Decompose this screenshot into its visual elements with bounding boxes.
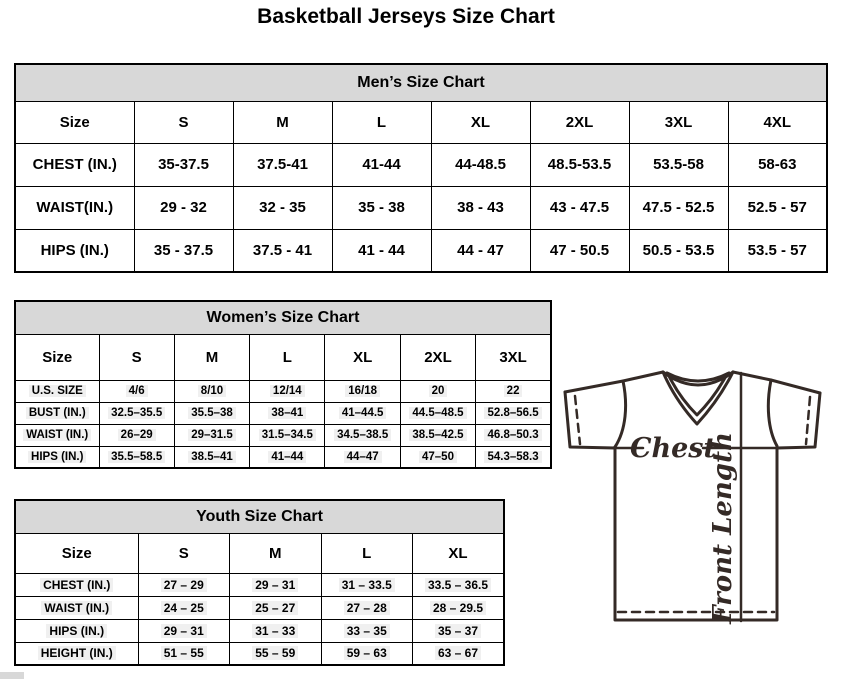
size-header-cell: Size [15, 533, 138, 573]
measurement-cell: 44.5–48.5 [400, 402, 475, 424]
measurement-row [15, 619, 504, 642]
size-header-cell: Size [15, 334, 99, 380]
measurement-cell: 33 – 35 [321, 619, 413, 642]
measurement-cell: 41–44.5 [325, 402, 400, 424]
measurement-cell: CHEST (IN.) [15, 573, 138, 596]
page-title: Basketball Jerseys Size Chart [257, 5, 555, 28]
table-title: Youth Size Chart [15, 500, 504, 533]
measurement-cell: 16/18 [325, 380, 400, 402]
measurement-cell: 48.5-53.5 [530, 143, 629, 186]
measurement-cell: 35.5–58.5 [99, 446, 174, 468]
jersey-shoulder-left [565, 372, 663, 392]
measurement-cell: 47 - 50.5 [530, 229, 629, 272]
measurement-cell: 20 [400, 380, 475, 402]
measurement-cell: 63 – 67 [413, 642, 505, 665]
measurement-cell: 44-48.5 [431, 143, 530, 186]
table-title-row [15, 500, 504, 533]
size-header-cell: M [230, 533, 322, 573]
measurement-cell: 37.5 - 41 [233, 229, 332, 272]
measurement-cell: WAIST (IN.) [15, 424, 99, 446]
youth-size-table [14, 499, 505, 666]
measurement-cell: 41-44 [332, 143, 431, 186]
measurement-cell: 22 [476, 380, 551, 402]
measurement-cell: 53.5 - 57 [728, 229, 827, 272]
measurement-cell: 47–50 [400, 446, 475, 468]
size-header-row [15, 533, 504, 573]
sleeve-hem-dash-right [806, 397, 810, 444]
measurement-cell: HEIGHT (IN.) [15, 642, 138, 665]
measurement-cell: 35-37.5 [134, 143, 233, 186]
size-header-cell: L [332, 101, 431, 143]
measurement-cell: 43 - 47.5 [530, 186, 629, 229]
size-header-cell: L [250, 334, 325, 380]
measurement-cell: WAIST (IN.) [15, 596, 138, 619]
measurement-cell: 27 – 29 [138, 573, 230, 596]
size-header-cell: Size [15, 101, 134, 143]
measurement-cell: 32.5–35.5 [99, 402, 174, 424]
sleeve-hem-dash-left [575, 396, 580, 444]
jersey-body [615, 447, 777, 620]
measurement-cell: 41–44 [250, 446, 325, 468]
mens-size-table [14, 63, 828, 273]
measurement-cell: 38–41 [250, 402, 325, 424]
measurement-cell: 33.5 – 36.5 [413, 573, 505, 596]
measurement-cell: U.S. SIZE [15, 380, 99, 402]
measurement-row [15, 573, 504, 596]
measurement-cell: 35 - 37.5 [134, 229, 233, 272]
measurement-cell: WAIST(IN.) [15, 186, 134, 229]
measurement-cell: HIPS (IN.) [15, 619, 138, 642]
size-header-cell: S [138, 533, 230, 573]
measurement-cell: 54.3–58.3 [476, 446, 551, 468]
measurement-row [15, 446, 551, 468]
jersey-seam-right [768, 380, 777, 446]
measurement-cell: 51 – 55 [138, 642, 230, 665]
size-header-cell: S [134, 101, 233, 143]
measurement-cell: 12/14 [250, 380, 325, 402]
measurement-cell: 44 - 47 [431, 229, 530, 272]
measurement-cell: 35.5–38 [174, 402, 249, 424]
measurement-row [15, 402, 551, 424]
measurement-cell: 35 - 38 [332, 186, 431, 229]
table-title-row [15, 301, 551, 334]
size-header-cell: M [174, 334, 249, 380]
measurement-cell: 24 – 25 [138, 596, 230, 619]
jersey-seam-left [615, 381, 626, 447]
size-header-cell: XL [431, 101, 530, 143]
measurement-cell: 58-63 [728, 143, 827, 186]
size-header-cell: 4XL [728, 101, 827, 143]
measurement-cell: 35 – 37 [413, 619, 505, 642]
measurement-cell: 32 - 35 [233, 186, 332, 229]
measurement-cell: BUST (IN.) [15, 402, 99, 424]
size-header-cell: M [233, 101, 332, 143]
measurement-cell: 25 – 27 [230, 596, 322, 619]
jersey-sleeve-left [565, 392, 615, 448]
measurement-cell: 59 – 63 [321, 642, 413, 665]
size-header-row [15, 101, 827, 143]
jersey-measurement-diagram [560, 360, 843, 679]
measurement-cell: 53.5-58 [629, 143, 728, 186]
measurement-row [15, 642, 504, 665]
size-header-cell: XL [413, 533, 505, 573]
table-title: Women’s Size Chart [15, 301, 551, 334]
measurement-cell: 4/6 [99, 380, 174, 402]
jersey-shoulder-right [733, 372, 820, 393]
measurement-cell: HIPS (IN.) [15, 446, 99, 468]
measurement-cell: 31 – 33 [230, 619, 322, 642]
size-header-cell: 2XL [400, 334, 475, 380]
measurement-cell: 29 - 32 [134, 186, 233, 229]
measurement-cell: 46.8–50.3 [476, 424, 551, 446]
measurement-row [15, 186, 827, 229]
measurement-cell: 26–29 [99, 424, 174, 446]
measurement-cell: 31.5–34.5 [250, 424, 325, 446]
measurement-cell: 38.5–42.5 [400, 424, 475, 446]
measurement-cell: 34.5–38.5 [325, 424, 400, 446]
measurement-cell: 38.5–41 [174, 446, 249, 468]
measurement-cell: CHEST (IN.) [15, 143, 134, 186]
size-header-cell: S [99, 334, 174, 380]
measurement-cell: 44–47 [325, 446, 400, 468]
size-header-cell: 2XL [530, 101, 629, 143]
measurement-cell: 29 – 31 [138, 619, 230, 642]
measurement-cell: 8/10 [174, 380, 249, 402]
front-length-label: Front Length [708, 432, 738, 624]
measurement-cell: HIPS (IN.) [15, 229, 134, 272]
measurement-cell: 27 – 28 [321, 596, 413, 619]
measurement-cell: 50.5 - 53.5 [629, 229, 728, 272]
measurement-cell: 29–31.5 [174, 424, 249, 446]
measurement-row [15, 424, 551, 446]
size-header-cell: 3XL [629, 101, 728, 143]
measurement-cell: 55 – 59 [230, 642, 322, 665]
measurement-row [15, 229, 827, 272]
jersey-sleeve-right [777, 393, 820, 448]
scrollbar-corner-fragment [0, 672, 24, 679]
measurement-row [15, 143, 827, 186]
measurement-cell: 29 – 31 [230, 573, 322, 596]
measurement-cell: 37.5-41 [233, 143, 332, 186]
measurement-row [15, 380, 551, 402]
chest-label: Chest [630, 433, 716, 464]
measurement-cell: 28 – 29.5 [413, 596, 505, 619]
size-header-cell: 3XL [476, 334, 551, 380]
size-header-row [15, 334, 551, 380]
table-title-row [15, 64, 827, 101]
measurement-cell: 38 - 43 [431, 186, 530, 229]
measurement-cell: 31 – 33.5 [321, 573, 413, 596]
measurement-cell: 52.8–56.5 [476, 402, 551, 424]
size-header-cell: XL [325, 334, 400, 380]
size-header-cell: L [321, 533, 413, 573]
measurement-cell: 52.5 - 57 [728, 186, 827, 229]
measurement-row [15, 596, 504, 619]
womens-size-table [14, 300, 552, 469]
measurement-cell: 47.5 - 52.5 [629, 186, 728, 229]
table-title: Men’s Size Chart [15, 64, 827, 101]
measurement-cell: 41 - 44 [332, 229, 431, 272]
